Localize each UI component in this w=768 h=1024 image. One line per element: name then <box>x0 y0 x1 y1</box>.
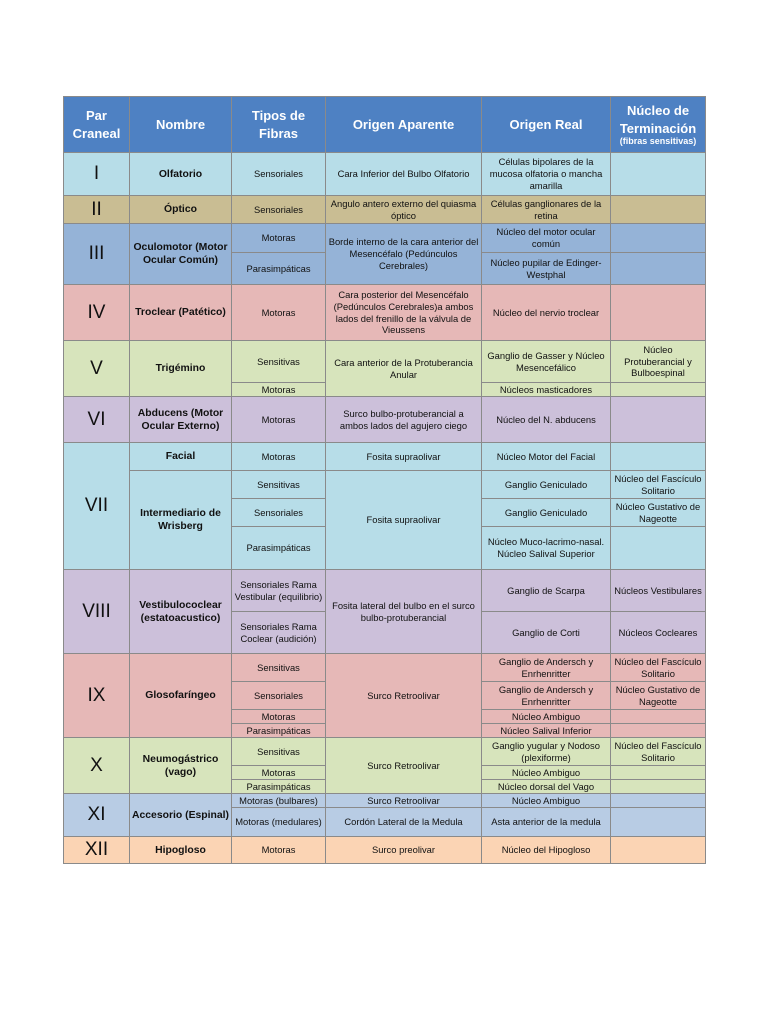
nerve-row-x <box>64 738 706 766</box>
termination-nucleus <box>611 443 706 471</box>
header-row <box>64 97 706 153</box>
header-origen-aparente: Origen Aparente <box>326 97 482 153</box>
real-origin: Ganglio de Corti <box>482 612 611 654</box>
apparent-origin: Fosita lateral del bulbo en el surco bulbo-protuberancial <box>326 570 482 654</box>
nerve-numeral: I <box>64 153 130 196</box>
real-origin: Núcleo Salival Inferior <box>482 724 611 738</box>
termination-nucleus: Núcleo Gustativo de Nageotte <box>611 682 706 710</box>
nerve-row-i <box>64 153 706 196</box>
fiber-type: Sensitivas <box>232 738 326 766</box>
fiber-type: Motoras <box>232 766 326 780</box>
termination-nucleus <box>611 766 706 780</box>
nerve-row-viii <box>64 570 706 612</box>
real-origin: Núcleo del nervio troclear <box>482 285 611 341</box>
apparent-origin: Cara Inferior del Bulbo Olfatorio <box>326 153 482 196</box>
fiber-type: Parasimpáticas <box>232 253 326 285</box>
fiber-type: Sensoriales <box>232 682 326 710</box>
fiber-type: Motoras <box>232 397 326 443</box>
termination-nucleus <box>611 224 706 253</box>
real-origin: Ganglio yugular y Nodoso (plexiforme) <box>482 738 611 766</box>
apparent-origin: Cara anterior de la Protuberancia Anular <box>326 341 482 397</box>
nerve-numeral: II <box>64 196 130 224</box>
nerve-numeral: X <box>64 738 130 794</box>
fiber-type: Motoras <box>232 224 326 253</box>
nerve-name: Troclear (Patético) <box>130 285 232 341</box>
nerve-name: Óptico <box>130 196 232 224</box>
real-origin: Núcleo del motor ocular común <box>482 224 611 253</box>
real-origin: Asta anterior de la medula <box>482 808 611 837</box>
nerve-name: Hipogloso <box>130 837 232 864</box>
nerve-numeral: IV <box>64 285 130 341</box>
nerve-row-ix <box>64 654 706 682</box>
real-origin: Ganglio de Gasser y Núcleo Mesencefálico <box>482 341 611 383</box>
nerve-name: Intermediario de Wrisberg <box>130 471 232 570</box>
nerve-numeral: XI <box>64 794 130 837</box>
apparent-origin: Angulo antero externo del quiasma óptico <box>326 196 482 224</box>
real-origin: Ganglio de Andersch y Enrhenritter <box>482 654 611 682</box>
nerve-numeral: IX <box>64 654 130 738</box>
header-tipos-fibras: Tipos de Fibras <box>232 97 326 153</box>
nerve-numeral: VI <box>64 397 130 443</box>
nerve-numeral: VIII <box>64 570 130 654</box>
fiber-type: Motoras <box>232 837 326 864</box>
termination-nucleus <box>611 196 706 224</box>
termination-nucleus <box>611 808 706 837</box>
fiber-type: Sensoriales <box>232 499 326 527</box>
fiber-type: Motoras <box>232 383 326 397</box>
termination-nucleus <box>611 153 706 196</box>
nerve-row-v <box>64 341 706 383</box>
termination-nucleus <box>611 837 706 864</box>
apparent-origin: Surco Retroolivar <box>326 794 482 808</box>
real-origin: Núcleo Muco-lacrimo-nasal. Núcleo Salival Superior <box>482 527 611 570</box>
fiber-type: Sensoriales <box>232 153 326 196</box>
real-origin: Ganglio de Scarpa <box>482 570 611 612</box>
termination-nucleus <box>611 780 706 794</box>
nerve-numeral: XII <box>64 837 130 864</box>
fiber-type: Motoras <box>232 285 326 341</box>
apparent-origin: Fosita supraolivar <box>326 443 482 471</box>
fiber-type: Sensitivas <box>232 654 326 682</box>
nerve-name: Oculomotor (Motor Ocular Común) <box>130 224 232 285</box>
fiber-type: Sensitivas <box>232 341 326 383</box>
termination-nucleus: Núcleo del Fascículo Solitario <box>611 471 706 499</box>
nerve-row-vi <box>64 397 706 443</box>
real-origin: Células ganglionares de la retina <box>482 196 611 224</box>
apparent-origin: Borde interno de la cara anterior del Mesencéfalo (Pedúnculos Cerebrales) <box>326 224 482 285</box>
fiber-type: Motoras (bulbares) <box>232 794 326 808</box>
nerve-name: Glosofaríngeo <box>130 654 232 738</box>
nerve-name: Trigémino <box>130 341 232 397</box>
termination-nucleus <box>611 383 706 397</box>
nerve-row-xii <box>64 837 706 864</box>
termination-nucleus <box>611 285 706 341</box>
termination-nucleus <box>611 794 706 808</box>
header-nucleo-title: Núcleo de Terminación <box>619 103 697 136</box>
real-origin: Núcleo Ambiguo <box>482 794 611 808</box>
termination-nucleus <box>611 253 706 285</box>
header-nombre: Nombre <box>130 97 232 153</box>
real-origin: Núcleo Motor del Facial <box>482 443 611 471</box>
real-origin: Núcleo pupilar de Edinger-Westphal <box>482 253 611 285</box>
real-origin: Núcleo del Hipogloso <box>482 837 611 864</box>
cranial-nerves-table <box>63 96 706 864</box>
header-origen-real: Origen Real <box>482 97 611 153</box>
nerve-name: Neumogástrico (vago) <box>130 738 232 794</box>
fiber-type: Motoras <box>232 443 326 471</box>
termination-nucleus <box>611 724 706 738</box>
fiber-type: Parasimpáticas <box>232 527 326 570</box>
real-origin: Núcleo del N. abducens <box>482 397 611 443</box>
termination-nucleus: Núcleo del Fascículo Solitario <box>611 738 706 766</box>
termination-nucleus: Núcleo Gustativo de Nageotte <box>611 499 706 527</box>
apparent-origin: Surco bulbo-protuberancial a ambos lados del agujero ciego <box>326 397 482 443</box>
nerve-row-iii <box>64 224 706 253</box>
real-origin: Ganglio Geniculado <box>482 499 611 527</box>
nerve-numeral: VII <box>64 443 130 570</box>
fiber-type: Sensoriales Rama Vestibular (equilibrio) <box>232 570 326 612</box>
fiber-type: Parasimpáticas <box>232 724 326 738</box>
termination-nucleus: Núcleos Vestibulares <box>611 570 706 612</box>
nerve-row-vii <box>64 443 706 471</box>
real-origin: Núcleo Ambiguo <box>482 766 611 780</box>
fiber-type: Parasimpáticas <box>232 780 326 794</box>
nerve-name: Facial <box>130 443 232 471</box>
termination-nucleus: Núcleo del Fascículo Solitario <box>611 654 706 682</box>
fiber-type: Sensitivas <box>232 471 326 499</box>
real-origin: Células bipolares de la mucosa olfatoria o mancha amarilla <box>482 153 611 196</box>
termination-nucleus <box>611 710 706 724</box>
apparent-origin: Cara posterior del Mesencéfalo (Pedúnculos Cerebrales)a ambos lados del frenillo de la válvula de Vieussens <box>326 285 482 341</box>
real-origin: Ganglio Geniculado <box>482 471 611 499</box>
real-origin: Núcleo dorsal del Vago <box>482 780 611 794</box>
real-origin: Núcleos masticadores <box>482 383 611 397</box>
termination-nucleus <box>611 527 706 570</box>
nerve-row-ii <box>64 196 706 224</box>
termination-nucleus: Núcleo Protuberancial y Bulboespinal <box>611 341 706 383</box>
nerve-name: Accesorio (Espinal) <box>130 794 232 837</box>
nerve-name: Vestibulococlear (estatoacustico) <box>130 570 232 654</box>
nerve-numeral: III <box>64 224 130 285</box>
fiber-type: Sensoriales <box>232 196 326 224</box>
fiber-type: Motoras (medulares) <box>232 808 326 837</box>
nerve-row-vii <box>64 471 706 499</box>
header-nucleo-subtitle: (fibras sensitivas) <box>619 136 697 147</box>
nerve-numeral: V <box>64 341 130 397</box>
nerve-row-iv <box>64 285 706 341</box>
real-origin: Ganglio de Andersch y Enrhenritter <box>482 682 611 710</box>
nerve-name: Olfatorio <box>130 153 232 196</box>
apparent-origin: Cordón Lateral de la Medula <box>326 808 482 837</box>
termination-nucleus <box>611 397 706 443</box>
apparent-origin: Fosita supraolivar <box>326 471 482 570</box>
apparent-origin: Surco Retroolivar <box>326 738 482 794</box>
nerve-row-xi <box>64 794 706 808</box>
fiber-type: Motoras <box>232 710 326 724</box>
fiber-type: Sensoriales Rama Coclear (audición) <box>232 612 326 654</box>
header-par-craneal: Par Craneal <box>64 97 130 153</box>
nerve-name: Abducens (Motor Ocular Externo) <box>130 397 232 443</box>
apparent-origin: Surco preolivar <box>326 837 482 864</box>
header-nucleo-terminacion <box>611 97 706 153</box>
termination-nucleus: Núcleos Cocleares <box>611 612 706 654</box>
apparent-origin: Surco Retroolivar <box>326 654 482 738</box>
real-origin: Núcleo Ambiguo <box>482 710 611 724</box>
